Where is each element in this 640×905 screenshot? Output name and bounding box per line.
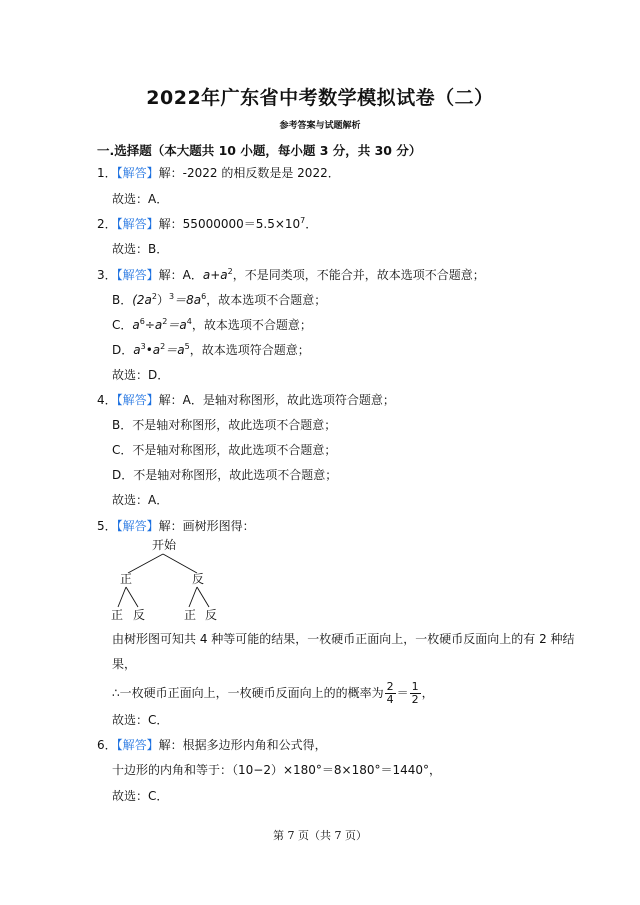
q4-number: 4．	[97, 393, 117, 407]
q3-answer-line: 3．【解答】解：A．$a+a^2$，不是同类项，不能合并，故本选项不合题意；	[97, 267, 485, 282]
answer-tag: 【解答】	[116, 519, 159, 533]
page-footer: 第 7 页（共 7 页）	[273, 829, 367, 842]
fraction-one-half: $\frac{1}{2}$	[411, 680, 419, 706]
q1-number: 1．	[97, 166, 117, 180]
tree-leaf: 正	[111, 608, 124, 622]
tree-node-heads: 正	[120, 572, 133, 586]
answer-tag: 【解答】	[116, 268, 159, 282]
tree-leaf: 反	[205, 608, 218, 622]
fraction-two-fourths: $\frac{2}{4}$	[386, 680, 394, 706]
page-title: 2022年广东省中考数学模拟试卷（二）	[146, 87, 494, 109]
q5-text-line2: 果，	[112, 657, 137, 671]
q2-number: 2．	[97, 217, 117, 231]
q2-choice: 故选：B．	[112, 242, 169, 256]
probability-tree-diagram	[100, 538, 240, 626]
tree-root: 开始	[152, 538, 177, 552]
q5-answer-line: 5．【解答】解：画树形图得：	[97, 519, 255, 533]
q4-choice: 故选：A．	[112, 493, 169, 507]
tree-leaf: 正	[184, 608, 197, 622]
q3-number: 3．	[97, 268, 117, 282]
answer-tag: 【解答】	[116, 393, 159, 407]
q6-number: 6．	[97, 738, 117, 752]
q6-answer-line: 6．【解答】解：根据多边形内角和公式得，	[97, 738, 327, 752]
tree-leaf: 反	[133, 608, 146, 622]
q3-option-c: C．$a^6\div a^2=a^4$，故本选项不合题意；	[112, 317, 312, 332]
answer-tag: 【解答】	[116, 738, 159, 752]
q1-choice: 故选：A．	[112, 192, 169, 206]
page-subtitle: 参考答案与试题解析	[279, 121, 361, 131]
q1-answer-line: 1．【解答】解：-2022 的相反数是是 2022．	[97, 166, 340, 180]
q3-choice: 故选：D．	[112, 368, 170, 382]
q2-answer-line: 2．【解答】解：$55000000=5.5\times 10^7$．	[97, 216, 318, 231]
section-header: 一.选择题（本大题共 10 小题，每小题 3 分，共 30 分）	[97, 143, 422, 158]
q5-text-line1: 由树形图可知共 4 种等可能的结果，一枚硬币正面向上，一枚硬币反面向上的有 2 种结	[112, 632, 575, 646]
answer-tag: 【解答】	[116, 166, 159, 180]
q4-option-b: B．不是轴对称图形，故此选项不合题意；	[112, 418, 337, 432]
q4-option-d: D．不是轴对称图形，故此选项不合题意；	[112, 468, 338, 482]
q6-line2: 十边形的内角和等于：（10−2）×180°＝8×180°＝1440°，	[112, 763, 442, 777]
q5-number: 5．	[97, 519, 117, 533]
q3-option-b: B．$(2a^2)^3=8a^6$，故本选项不合题意；	[112, 292, 327, 307]
q3-option-d: D．$a^3•a^2=a^5$，故本选项符合题意；	[112, 342, 310, 357]
q6-choice: 故选：C．	[112, 789, 169, 803]
q4-answer-line: 4．【解答】解：A．是轴对称图形，故此选项符合题意；	[97, 393, 395, 407]
answer-tag: 【解答】	[116, 217, 159, 231]
q5-choice: 故选：C．	[112, 713, 169, 727]
tree-node-tails: 反	[192, 572, 205, 586]
q4-option-c: C．不是轴对称图形，故此选项不合题意；	[112, 443, 337, 457]
q5-probability-line: ∴一枚硬币正面向上，一枚硬币反面向上的的概率为 $\frac{2}{4}$ ＝ $\frac{1}{2}$ ，	[112, 680, 434, 706]
